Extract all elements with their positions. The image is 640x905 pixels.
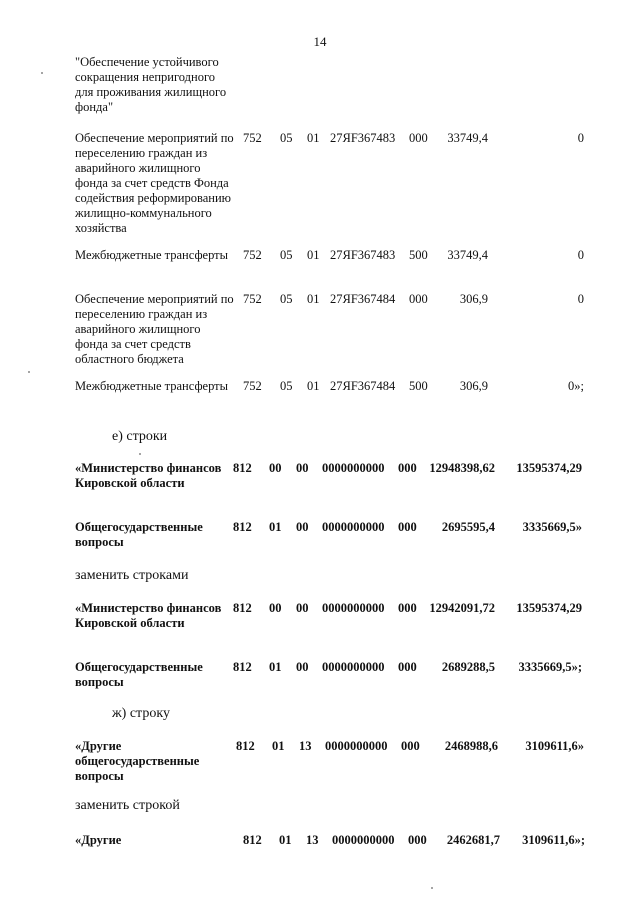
pr-cell: 01 bbox=[307, 292, 320, 306]
intro-fragment-text: "Обеспечение устойчивого сокращения непригодного для проживания жилищного фонда" bbox=[75, 55, 227, 114]
row-name: «Другие общегосударственные вопросы bbox=[75, 739, 200, 783]
row-name: Общегосударственные вопросы bbox=[75, 660, 203, 689]
sum2-cell: 0 bbox=[577, 131, 584, 145]
table-row bbox=[0, 739, 640, 784]
ved-cell: 812 bbox=[233, 461, 252, 475]
table-row bbox=[0, 379, 640, 409]
row-name: Обеспечение мероприятий по переселению граждан из аварийного жилищного фонда за счет средств Фонда содействия реформированию жилищно-коммунального хозяйства bbox=[75, 131, 234, 235]
csr-cell: 0000000000 bbox=[332, 833, 395, 847]
scan-speck bbox=[28, 371, 30, 373]
csr-cell: 0000000000 bbox=[322, 520, 385, 534]
rz-cell: 01 bbox=[272, 739, 285, 753]
row-name: Межбюджетные трансферты bbox=[75, 248, 229, 262]
pr-cell: 13 bbox=[299, 739, 312, 753]
rz-cell: 00 bbox=[269, 601, 282, 615]
ved-cell: 752 bbox=[243, 292, 262, 306]
csr-cell: 0000000000 bbox=[322, 660, 385, 674]
page-number: 14 bbox=[313, 34, 327, 49]
csr-cell: 27ЯF367484 bbox=[330, 379, 396, 393]
table-row bbox=[0, 601, 640, 646]
sum1-cell: 2462681,7 bbox=[446, 833, 500, 847]
row-name: Обеспечение мероприятий по переселению граждан из аварийного жилищного фонда за счет средств областного бюджета bbox=[75, 292, 234, 366]
ved-cell: 752 bbox=[243, 131, 262, 145]
sum2-cell: 0»; bbox=[568, 379, 584, 393]
vr-cell: 000 bbox=[398, 520, 417, 534]
pr-cell: 00 bbox=[296, 660, 309, 674]
heading-e: е) строки bbox=[112, 429, 168, 444]
sum1-cell: 306,9 bbox=[459, 379, 488, 393]
ved-cell: 812 bbox=[233, 660, 252, 674]
heading-replace-rows: заменить строками bbox=[75, 568, 189, 583]
sum2-cell: 0 bbox=[577, 248, 584, 262]
row-name: «Министерство финансов Кировской области bbox=[75, 461, 222, 490]
pr-cell: 01 bbox=[307, 131, 320, 145]
scan-speck bbox=[41, 72, 43, 74]
sum2-cell: 3109611,6»; bbox=[522, 833, 585, 847]
pr-cell: 01 bbox=[307, 248, 320, 262]
vr-cell: 500 bbox=[409, 248, 428, 262]
sum2-cell: 13595374,29 bbox=[516, 461, 582, 475]
sum2-cell: 3335669,5»; bbox=[518, 660, 582, 674]
sum1-cell: 33749,4 bbox=[447, 248, 488, 262]
vr-cell: 500 bbox=[409, 379, 428, 393]
rz-cell: 00 bbox=[269, 461, 282, 475]
vr-cell: 000 bbox=[408, 833, 427, 847]
rz-cell: 01 bbox=[269, 520, 282, 534]
ved-cell: 812 bbox=[236, 739, 255, 753]
rz-cell: 01 bbox=[279, 833, 292, 847]
vr-cell: 000 bbox=[398, 660, 417, 674]
pr-cell: 00 bbox=[296, 601, 309, 615]
vr-cell: 000 bbox=[409, 292, 428, 306]
scan-speck bbox=[139, 453, 141, 455]
pr-cell: 13 bbox=[306, 833, 319, 847]
table-row bbox=[0, 461, 640, 506]
ved-cell: 812 bbox=[243, 833, 262, 847]
scan-speck bbox=[431, 887, 433, 889]
sum1-cell: 2468988,6 bbox=[444, 739, 498, 753]
sum1-cell: 12942091,72 bbox=[429, 601, 495, 615]
sum1-cell: 12948398,62 bbox=[429, 461, 495, 475]
row-name: «Министерство финансов Кировской области bbox=[75, 601, 222, 630]
ved-cell: 812 bbox=[233, 601, 252, 615]
row-name: «Другие bbox=[75, 833, 122, 847]
sum1-cell: 2689288,5 bbox=[441, 660, 495, 674]
heading-zh: ж) строку bbox=[112, 706, 170, 721]
sum2-cell: 3335669,5» bbox=[522, 520, 582, 534]
ved-cell: 752 bbox=[243, 248, 262, 262]
intro-fragment bbox=[75, 55, 235, 115]
pr-cell: 00 bbox=[296, 520, 309, 534]
pr-cell: 01 bbox=[307, 379, 320, 393]
table-row bbox=[0, 520, 640, 550]
table-row bbox=[0, 131, 640, 235]
heading-replace-row: заменить строкой bbox=[75, 798, 180, 813]
ved-cell: 752 bbox=[243, 379, 262, 393]
sum1-cell: 306,9 bbox=[459, 292, 488, 306]
vr-cell: 000 bbox=[401, 739, 420, 753]
table-row bbox=[0, 833, 640, 853]
csr-cell: 0000000000 bbox=[322, 461, 385, 475]
rz-cell: 01 bbox=[269, 660, 282, 674]
vr-cell: 000 bbox=[398, 601, 417, 615]
sum2-cell: 13595374,29 bbox=[516, 601, 582, 615]
rz-cell: 05 bbox=[280, 292, 293, 306]
sum1-cell: 2695595,4 bbox=[441, 520, 495, 534]
row-name: Общегосударственные вопросы bbox=[75, 520, 203, 549]
rz-cell: 05 bbox=[280, 379, 293, 393]
table-row bbox=[0, 660, 640, 690]
rz-cell: 05 bbox=[280, 248, 293, 262]
csr-cell: 0000000000 bbox=[325, 739, 388, 753]
table-row bbox=[0, 292, 640, 366]
sum2-cell: 3109611,6» bbox=[525, 739, 584, 753]
vr-cell: 000 bbox=[409, 131, 428, 145]
table-row bbox=[0, 248, 640, 278]
sum2-cell: 0 bbox=[577, 292, 584, 306]
csr-cell: 27ЯF367483 bbox=[330, 131, 396, 145]
vr-cell: 000 bbox=[398, 461, 417, 475]
csr-cell: 27ЯF367483 bbox=[330, 248, 396, 262]
csr-cell: 27ЯF367484 bbox=[330, 292, 396, 306]
sum1-cell: 33749,4 bbox=[447, 131, 488, 145]
csr-cell: 0000000000 bbox=[322, 601, 385, 615]
rz-cell: 05 bbox=[280, 131, 293, 145]
row-name: Межбюджетные трансферты bbox=[75, 379, 229, 393]
pr-cell: 00 bbox=[296, 461, 309, 475]
ved-cell: 812 bbox=[233, 520, 252, 534]
